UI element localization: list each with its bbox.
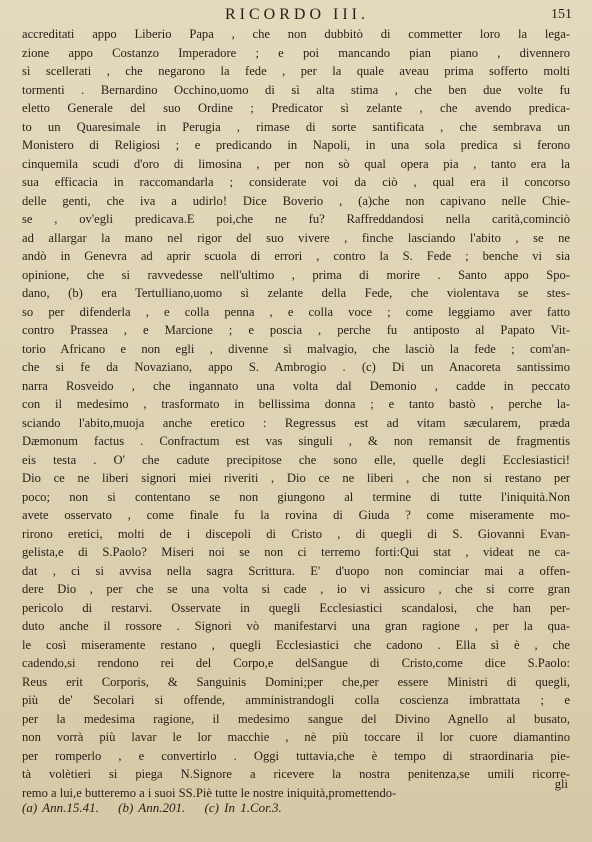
text-line: opinione, che si ravvedesse nell'ultimo , prima di morire . Santo appo Spo- (22, 267, 570, 282)
text-line: sì scellerati , che negarono la fede , per la quale aveau prima sofferto molti (22, 64, 570, 78)
text-line: zione appo Costanzo Imperadore ; e poi mancando pian piano , divennero (22, 45, 570, 60)
text-line: che si fe da Novaziano, appo S. Ambrogio . (c) Di un Anacoreta santissimo (22, 360, 570, 374)
text-line: sciando l'abito,muoja anche eretico : Regressus est ad vitam sæcularem, præda (22, 415, 570, 430)
footnote-b: (b) Ann.201. (118, 800, 186, 815)
page-number: 151 (551, 7, 572, 22)
text-line: remo a lui,e butteremo a i suoi SS.Piè tutte le nostre iniquità,promettendo- (22, 785, 397, 800)
text-line: rirono eretici, molti de i discepoli di Cristo , di quegli di S. Giovanni Evan- (22, 526, 570, 541)
text-line: gelista,e di S.Paolo? Miseri noi se non ci terremo forti:Qui stat , videat ne ca- (22, 545, 570, 559)
page-header (22, 6, 572, 24)
body-text (22, 25, 570, 802)
text-line: Dæmonum factus . Confractum est vas singuli , & non remansit de fragmentis (22, 434, 570, 448)
text-line: narra Rosveido , che ingannato una volta dal Demonio , cadde in peccato (22, 378, 570, 393)
text-line: più de' Secolari si offende, amministrandogli colla coscienza imbrattata ; e (22, 693, 570, 707)
text-line: le così miseramente restano , quegli Ecclesiastici che cadono . Ella sì è , che (22, 637, 570, 652)
text-line: eletto Generale del suo Ordine ; Predicator sì zelante , che avendo predica- (22, 101, 570, 115)
text-line: tà volètieri si piega N.Signore a ricevere la nostra penitenza,se umili ricorre- (22, 767, 570, 781)
text-line: delle genti, che iva a udirlo! Dice Boverio , (a)che non capivano nelle Chie- (22, 193, 570, 208)
footnotes (22, 800, 296, 816)
running-title: RICORDO III. (225, 6, 369, 23)
text-line: eis testa . O' che cadute precipitose che sono elle, quelle degli Ecclesiastici! (22, 452, 570, 467)
text-line: poco; non si contentano se non giungono al termine di tutte l'iniquità.Non (22, 489, 570, 504)
text-line: se , ov'egli predicava.E poi,che ne fu? Raffreddandosi nella carità,cominciò (22, 212, 570, 226)
catchword: gli (554, 777, 568, 791)
text-line: cadendo,si rendono rei del Corpo,e delSangue di Cristo,come dice S.Paolo: (22, 656, 570, 670)
text-line: torio Africano e non egli , divenne sì malvagio, che lasciò la fede ; com'an- (22, 341, 570, 356)
text-line: dat , ci si avvisa nella sagra Scrittura. E' d'uopo non cominciar mai a offen- (22, 563, 570, 578)
text-line: Dio ce ne liberi signori miei riveriti , Dio ce ne liberi , che non si restano per (22, 471, 570, 485)
text-line: to un Quaresimale in Perugia , rimase di sorte santificata , che sembrava un (22, 119, 570, 134)
text-line: per romperlo , e convertirlo . Oggi tuttavia,che è tempo di straordinaria pie- (22, 748, 570, 763)
text-line: dere Dio , per che se una volta si cade , io vi assicuro , che si corre gran (22, 582, 570, 596)
text-line: Reus erit Corporis, & Sanguinis Domini;per che,per essere Ministri di quegli, (22, 674, 570, 689)
text-line: con il medesimo , trasformato in bellissima donna ; e tanto bastò , perche la- (22, 397, 570, 411)
text-line: andò in Genevra ad aprir scuola di errori , contro la S. Fede ; benche vi sia (22, 249, 570, 263)
footnote-c: (c) In 1.Cor.3. (204, 800, 282, 815)
footnote-a: (a) Ann.15.41. (22, 800, 99, 815)
text-line: non vorrà più lavar le lor macchie , nè più toccare il lor cuore diamantino (22, 730, 570, 744)
text-line: avete osservato , come finale fu la rovina di Giuda ? come miseramente mo- (22, 508, 570, 522)
text-line: contro Prassea , e Marcione ; e poscia , perche fu antiposto al Papato Vit- (22, 323, 570, 337)
text-line: so per difenderla , e colla penna , e colla voce ; come leggiamo aver fatto (22, 304, 570, 319)
text-line: Monistero di Religiosi ; e predicando in Napoli, in una sola predica si ferono (22, 138, 570, 152)
text-line: tormenti . Bernardino Occhino,uomo di sì alta stima , che ben due volte fu (22, 82, 570, 97)
text-line: duto anche il rossore . Signori vò manifestarvi una gran ragione , per la qua- (22, 619, 570, 633)
text-line: sua efficacia in raccomandarla ; considerate voi da ciò , qual era il concorso (22, 175, 570, 189)
text-line: pericolo di restarvi. Osservate in quegli Ecclesiastici scandalosi, che han per- (22, 600, 570, 615)
text-line: dano, (b) era Tertulliano,uomo sì zelante della Fede, che violentava se stes- (22, 286, 570, 300)
text-line: per la medesima ragione, il medesimo sangue del Divino Agnello al busato, (22, 711, 570, 726)
text-line: ad allargar la mano nel rigor del suo vivere , finche lasciando l'abito , se ne (22, 230, 570, 245)
text-line: cinquemila scudi d'oro di limosina , per non sò qual opera pia , tanto era la (22, 156, 570, 171)
text-line: accreditati appo Liberio Papa , che non dubbitò di commetter loro la lega- (22, 27, 570, 41)
